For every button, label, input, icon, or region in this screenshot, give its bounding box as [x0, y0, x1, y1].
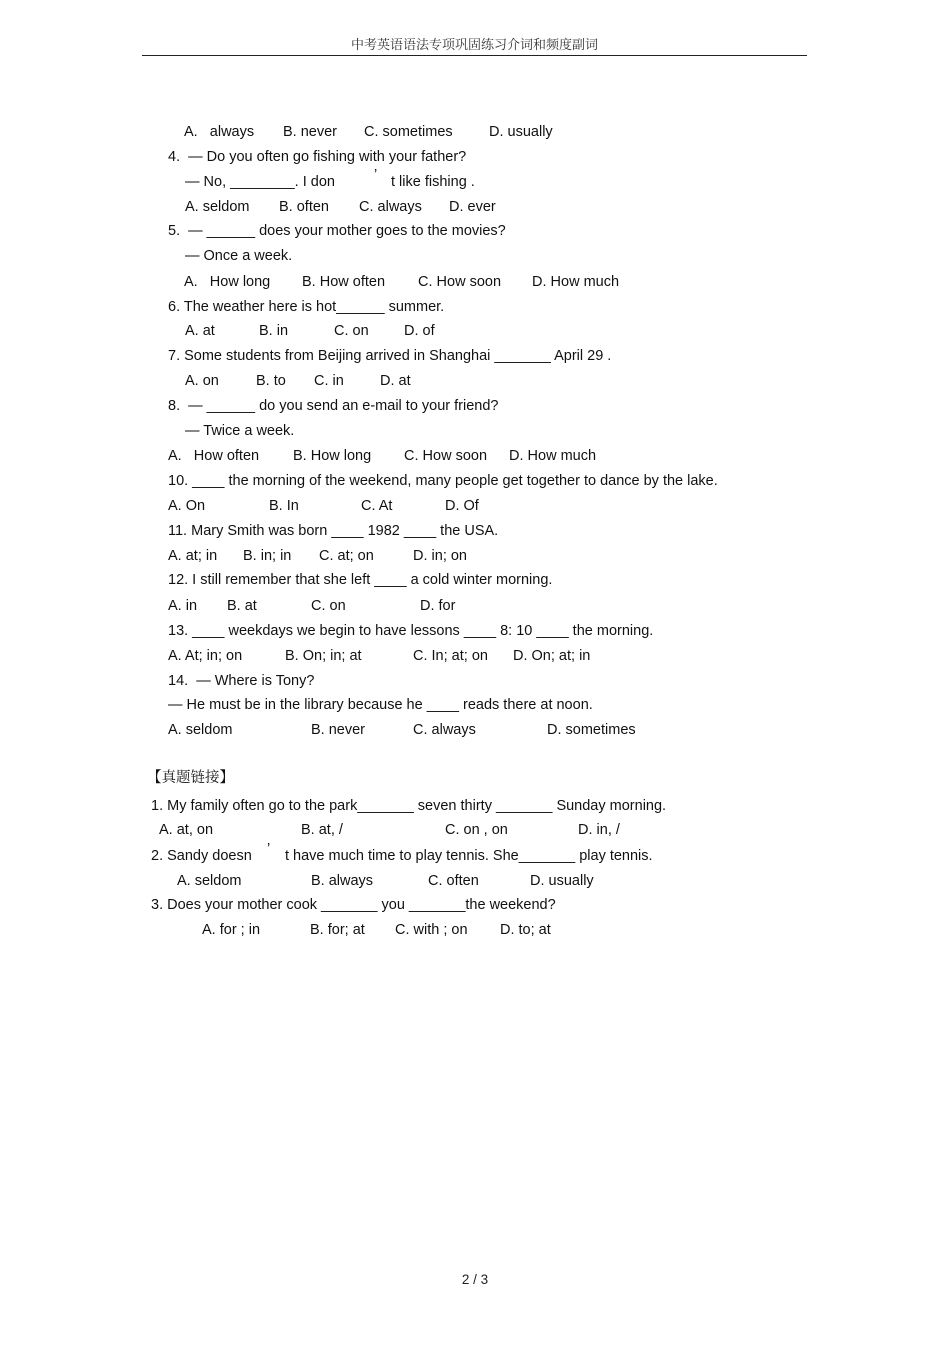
page-number: 2 / 3	[461, 1272, 489, 1287]
option-c: C. in	[314, 373, 344, 389]
option-a: A. How often	[168, 448, 260, 464]
option-d: D. of	[404, 323, 435, 339]
option-a: A. seldom	[185, 199, 250, 215]
option-d: D. ever	[449, 199, 496, 215]
option-a: A. for ; in	[202, 922, 261, 938]
question-4: 4. ― Do you often go fishing with your father?	[168, 149, 467, 165]
option-c: C. At	[361, 498, 393, 514]
option-b: B. always	[311, 873, 374, 889]
option-b: B. in	[259, 323, 289, 339]
answer-line: ― Twice a week.	[185, 423, 295, 439]
option-b: B. How long	[293, 448, 372, 464]
option-d: D. sometimes	[547, 722, 636, 738]
option-b: B. never	[311, 722, 365, 738]
question-11: 11. Mary Smith was born ____ 1982 ____ the USA.	[168, 523, 499, 539]
option-b: B. for; at	[310, 922, 365, 938]
header-rule	[142, 55, 807, 56]
option-b: B. often	[279, 199, 329, 215]
option-a: A. at; in	[168, 548, 218, 564]
option-a: A. in	[168, 598, 198, 614]
option-d: D. On; at; in	[513, 648, 591, 664]
question-5: 5. ― ______ does your mother goes to the movies?	[168, 223, 506, 239]
option-b: B. at	[227, 598, 257, 614]
option-a: A. At; in; on	[168, 648, 243, 664]
option-c: C. often	[428, 873, 479, 889]
apostrophe: ’	[267, 841, 271, 857]
page-header-title: 中考英语语法专项巩固练习介词和频度副词	[350, 38, 598, 53]
option-d: D. How much	[532, 274, 620, 290]
option-d: D. for	[420, 598, 456, 614]
option-b: B. at, /	[301, 822, 343, 838]
option-c: C. How soon	[404, 448, 488, 464]
option-c: C. sometimes	[364, 124, 453, 140]
question-10: 10. ____ the morning of the weekend, many people get together to dance by the lake.	[168, 473, 718, 489]
option-d: D. to; at	[500, 922, 551, 938]
real-question-2-cont: t have much time to play tennis. She_______ play tennis.	[285, 848, 653, 864]
option-a: A. How long	[184, 274, 271, 290]
question-7: 7. Some students from Beijing arrived in Shanghai _______ April 29 .	[168, 348, 612, 364]
option-c: C. always	[359, 199, 422, 215]
option-d: D. at	[380, 373, 411, 389]
option-b: B. In	[269, 498, 299, 514]
question-13: 13. ____ weekdays we begin to have lessons ____ 8: 10 ____ the morning.	[168, 623, 654, 639]
real-question-3: 3. Does your mother cook _______ you _______the weekend?	[151, 897, 556, 913]
option-b: B. How often	[302, 274, 386, 290]
answer-line: — He must be in the library because he ____ reads there at noon.	[168, 697, 593, 713]
question-6: 6. The weather here is hot______ summer.	[168, 299, 445, 315]
option-a: A. seldom	[168, 722, 233, 738]
option-c: C. on , on	[445, 822, 508, 838]
option-c: C. with ; on	[395, 922, 468, 938]
section-heading: 【真题链接】	[147, 770, 234, 786]
option-a: A. always	[184, 124, 255, 140]
option-d: D. in; on	[413, 548, 467, 564]
question-8: 8. ― ______ do you send an e-mail to your friend?	[168, 398, 499, 414]
option-c: C. How soon	[418, 274, 502, 290]
option-d: D. usually	[489, 124, 553, 140]
option-b: B. On; in; at	[285, 648, 362, 664]
question-14: 14. ― Where is Tony?	[168, 673, 315, 689]
apostrophe: ’	[374, 167, 378, 183]
option-d: D. Of	[445, 498, 479, 514]
option-c: C. on	[311, 598, 346, 614]
option-d: D. usually	[530, 873, 594, 889]
option-a: A. on	[185, 373, 219, 389]
option-a: A. On	[168, 498, 206, 514]
real-question-2: 2. Sandy doesn	[151, 848, 252, 864]
option-c: C. In; at; on	[413, 648, 488, 664]
option-b: B. never	[283, 124, 337, 140]
answer-line-cont: t like fishing .	[391, 174, 475, 190]
option-a: A. at, on	[159, 822, 214, 838]
option-b: B. to	[256, 373, 286, 389]
answer-line: ― Once a week.	[185, 248, 293, 264]
option-a: A. seldom	[177, 873, 242, 889]
option-c: C. on	[334, 323, 369, 339]
real-question-1: 1. My family often go to the park_______ seven thirty _______ Sunday morning.	[151, 798, 667, 814]
option-b: B. in; in	[243, 548, 292, 564]
option-c: C. at; on	[319, 548, 374, 564]
question-12: 12. I still remember that she left ____ a cold winter morning.	[168, 572, 553, 588]
option-c: C. always	[413, 722, 476, 738]
option-d: D. How much	[509, 448, 597, 464]
option-d: D. in, /	[578, 822, 620, 838]
option-a: A. at	[185, 323, 215, 339]
answer-line: ― No, ________. I don	[185, 174, 335, 190]
